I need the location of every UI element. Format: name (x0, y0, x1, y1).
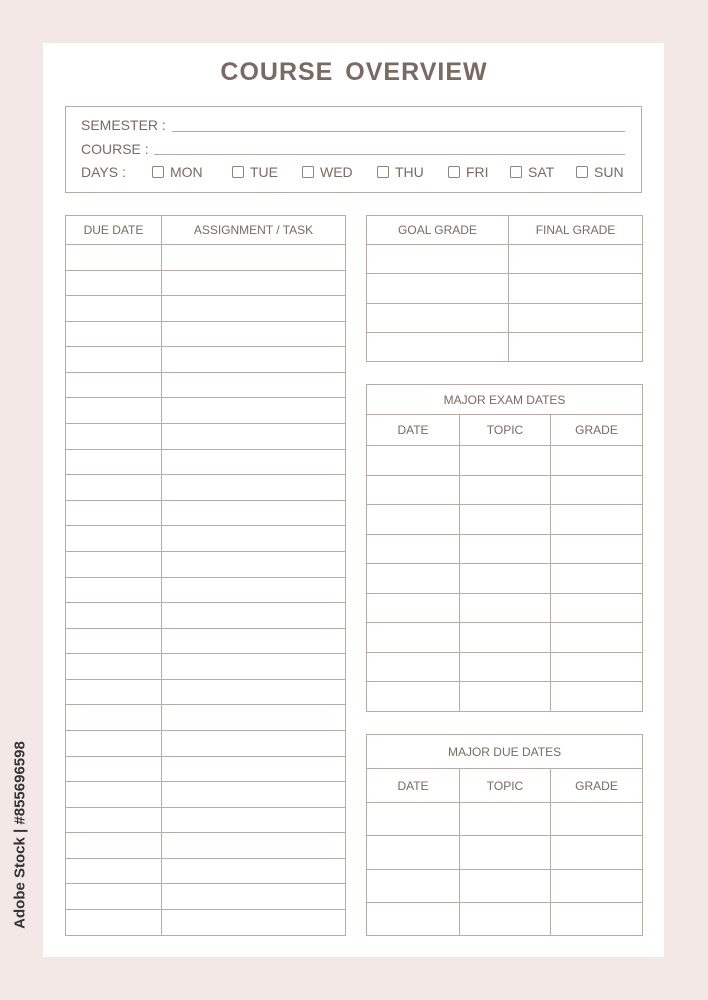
task-cell[interactable] (162, 577, 346, 603)
task-row (66, 705, 346, 731)
due-cell[interactable] (460, 836, 551, 869)
exam-cell[interactable] (367, 475, 460, 505)
checkbox-icon[interactable] (448, 166, 460, 178)
checkbox-icon[interactable] (232, 166, 244, 178)
exam-cell[interactable] (460, 652, 551, 682)
exam-cell[interactable] (460, 623, 551, 653)
checkbox-icon[interactable] (510, 166, 522, 178)
task-cell[interactable] (66, 756, 162, 782)
grade-table (366, 215, 643, 362)
checkbox-icon[interactable] (302, 166, 314, 178)
exam-cell[interactable] (551, 652, 643, 682)
task-cell[interactable] (162, 449, 346, 475)
day-label: SUN (594, 164, 624, 180)
task-cell[interactable] (162, 705, 346, 731)
task-cell[interactable] (66, 398, 162, 424)
grade-row (367, 332, 643, 361)
exam-date-header: DATE (367, 415, 460, 446)
exam-cell[interactable] (460, 682, 551, 712)
task-cell[interactable] (162, 500, 346, 526)
exam-row (367, 475, 643, 505)
due-topic-header: TOPIC (460, 769, 551, 803)
task-cell[interactable] (162, 833, 346, 859)
due-grade-header: GRADE (551, 769, 643, 803)
task-cell[interactable] (66, 782, 162, 808)
exam-cell[interactable] (460, 475, 551, 505)
task-cell[interactable] (162, 603, 346, 629)
task-row (66, 245, 346, 271)
grade-cell[interactable] (367, 274, 509, 303)
grade-cell[interactable] (509, 245, 643, 274)
task-row (66, 884, 346, 910)
checkbox-icon[interactable] (152, 166, 164, 178)
task-cell[interactable] (66, 654, 162, 680)
grade-cell[interactable] (367, 303, 509, 332)
due-dates-title: MAJOR DUE DATES (367, 735, 643, 769)
task-row (66, 296, 346, 322)
task-cell[interactable] (162, 782, 346, 808)
exam-cell[interactable] (551, 534, 643, 564)
due-cell[interactable] (367, 869, 460, 902)
exam-row (367, 593, 643, 623)
task-cell[interactable] (162, 424, 346, 450)
course-line (154, 154, 625, 155)
task-row (66, 270, 346, 296)
task-cell[interactable] (162, 296, 346, 322)
task-cell[interactable] (66, 628, 162, 654)
due-cell[interactable] (460, 869, 551, 902)
day-label: SAT (528, 164, 555, 180)
exam-cell[interactable] (460, 534, 551, 564)
checkbox-icon[interactable] (576, 166, 588, 178)
task-cell[interactable] (66, 270, 162, 296)
task-cell[interactable] (66, 603, 162, 629)
exam-row (367, 564, 643, 594)
task-row (66, 858, 346, 884)
task-cell[interactable] (162, 628, 346, 654)
grade-row (367, 303, 643, 332)
exam-cell[interactable] (551, 682, 643, 712)
exam-row (367, 446, 643, 476)
due-row (367, 836, 643, 869)
task-cell[interactable] (162, 730, 346, 756)
exam-dates-table (366, 384, 643, 712)
task-row (66, 372, 346, 398)
day-label: THU (395, 164, 424, 180)
exam-cell[interactable] (460, 505, 551, 535)
task-cell[interactable] (162, 884, 346, 910)
task-cell[interactable] (162, 807, 346, 833)
watermark-text: Adobe Stock | #855696598 (11, 741, 29, 929)
task-row (66, 782, 346, 808)
task-cell[interactable] (66, 321, 162, 347)
task-cell[interactable] (66, 679, 162, 705)
task-row (66, 449, 346, 475)
page-title: COURSE OVERVIEW (220, 58, 488, 86)
stock-watermark (8, 741, 32, 929)
task-cell[interactable] (66, 526, 162, 552)
task-cell[interactable] (162, 321, 346, 347)
task-cell[interactable] (66, 807, 162, 833)
exam-cell[interactable] (551, 623, 643, 653)
task-cell[interactable] (162, 679, 346, 705)
course-info-box (65, 106, 642, 193)
exam-cell[interactable] (460, 446, 551, 476)
task-cell[interactable] (66, 577, 162, 603)
exam-cell[interactable] (367, 534, 460, 564)
day-label: TUE (250, 164, 278, 180)
day-checkbox-fri[interactable] (448, 164, 489, 180)
exam-cell[interactable] (460, 564, 551, 594)
task-cell[interactable] (66, 551, 162, 577)
course-label: COURSE : (81, 141, 149, 157)
task-row (66, 398, 346, 424)
grade-cell[interactable] (367, 245, 509, 274)
due-row (367, 803, 643, 836)
task-row (66, 424, 346, 450)
exam-cell[interactable] (551, 505, 643, 535)
due-date-header: DATE (367, 769, 460, 803)
goal-grade-header: GOAL GRADE (367, 216, 509, 245)
final-grade-header: FINAL GRADE (509, 216, 643, 245)
task-row (66, 654, 346, 680)
due-cell[interactable] (460, 902, 551, 935)
task-row (66, 321, 346, 347)
task-row (66, 679, 346, 705)
day-checkbox-sat[interactable] (510, 164, 554, 180)
task-cell[interactable] (66, 705, 162, 731)
task-cell[interactable] (162, 245, 346, 271)
grade-row (367, 274, 643, 303)
day-checkbox-mon[interactable] (152, 164, 203, 180)
grade-cell[interactable] (509, 332, 643, 361)
day-checkbox-tue[interactable] (232, 164, 278, 180)
exam-cell[interactable] (551, 564, 643, 594)
task-cell[interactable] (66, 296, 162, 322)
checkbox-icon[interactable] (377, 166, 389, 178)
task-row (66, 475, 346, 501)
grade-cell[interactable] (367, 332, 509, 361)
due-dates-table (366, 734, 643, 936)
day-checkbox-wed[interactable] (302, 164, 353, 180)
due-cell[interactable] (551, 836, 643, 869)
assignments-table (65, 215, 346, 936)
due-row (367, 869, 643, 902)
task-row (66, 910, 346, 936)
semester-field[interactable] (81, 117, 166, 133)
course-field[interactable] (81, 141, 149, 157)
exam-cell[interactable] (551, 475, 643, 505)
task-row (66, 603, 346, 629)
exam-cell[interactable] (367, 623, 460, 653)
task-cell[interactable] (162, 475, 346, 501)
task-cell[interactable] (162, 551, 346, 577)
day-checkbox-thu[interactable] (377, 164, 424, 180)
task-cell[interactable] (162, 347, 346, 373)
exam-cell[interactable] (460, 593, 551, 623)
grade-row (367, 245, 643, 274)
exam-row (367, 652, 643, 682)
task-cell[interactable] (66, 347, 162, 373)
task-row (66, 551, 346, 577)
task-cell[interactable] (162, 526, 346, 552)
task-row (66, 833, 346, 859)
due-cell[interactable] (551, 869, 643, 902)
task-row (66, 347, 346, 373)
exam-cell[interactable] (367, 505, 460, 535)
grade-cell[interactable] (509, 303, 643, 332)
due-cell[interactable] (551, 902, 643, 935)
exam-grade-header: GRADE (551, 415, 643, 446)
task-cell[interactable] (162, 372, 346, 398)
task-row (66, 807, 346, 833)
days-label: DAYS : (81, 164, 126, 180)
task-row (66, 577, 346, 603)
exam-cell[interactable] (367, 652, 460, 682)
task-cell[interactable] (66, 372, 162, 398)
exam-row (367, 623, 643, 653)
exam-row (367, 682, 643, 712)
task-cell[interactable] (66, 245, 162, 271)
due-cell[interactable] (367, 836, 460, 869)
task-cell[interactable] (66, 833, 162, 859)
task-cell[interactable] (162, 654, 346, 680)
exam-cell[interactable] (551, 446, 643, 476)
task-cell[interactable] (162, 270, 346, 296)
exam-row (367, 534, 643, 564)
due-date-header: DUE DATE (66, 216, 162, 245)
task-cell[interactable] (162, 910, 346, 936)
day-label: WED (320, 164, 353, 180)
task-row (66, 628, 346, 654)
exam-cell[interactable] (367, 682, 460, 712)
exam-dates-title: MAJOR EXAM DATES (367, 385, 643, 415)
grade-cell[interactable] (509, 274, 643, 303)
task-cell[interactable] (66, 910, 162, 936)
exam-cell[interactable] (551, 593, 643, 623)
exam-cell[interactable] (367, 593, 460, 623)
due-row (367, 902, 643, 935)
task-cell[interactable] (162, 756, 346, 782)
due-cell[interactable] (460, 803, 551, 836)
semester-line (172, 131, 625, 132)
exam-topic-header: TOPIC (460, 415, 551, 446)
day-checkbox-sun[interactable] (576, 164, 624, 180)
task-row (66, 526, 346, 552)
task-cell[interactable] (66, 858, 162, 884)
task-cell[interactable] (66, 424, 162, 450)
day-label: MON (170, 164, 203, 180)
task-row (66, 756, 346, 782)
due-cell[interactable] (551, 803, 643, 836)
task-cell[interactable] (66, 730, 162, 756)
task-row (66, 500, 346, 526)
task-cell[interactable] (66, 449, 162, 475)
task-row (66, 730, 346, 756)
due-cell[interactable] (367, 803, 460, 836)
task-cell[interactable] (162, 858, 346, 884)
exam-cell[interactable] (367, 446, 460, 476)
day-label: FRI (466, 164, 489, 180)
task-cell[interactable] (66, 884, 162, 910)
task-cell[interactable] (162, 398, 346, 424)
exam-row (367, 505, 643, 535)
assignment-header: ASSIGNMENT / TASK (162, 216, 346, 245)
task-cell[interactable] (66, 500, 162, 526)
semester-label: SEMESTER : (81, 117, 166, 133)
due-cell[interactable] (367, 902, 460, 935)
task-cell[interactable] (66, 475, 162, 501)
exam-cell[interactable] (367, 564, 460, 594)
